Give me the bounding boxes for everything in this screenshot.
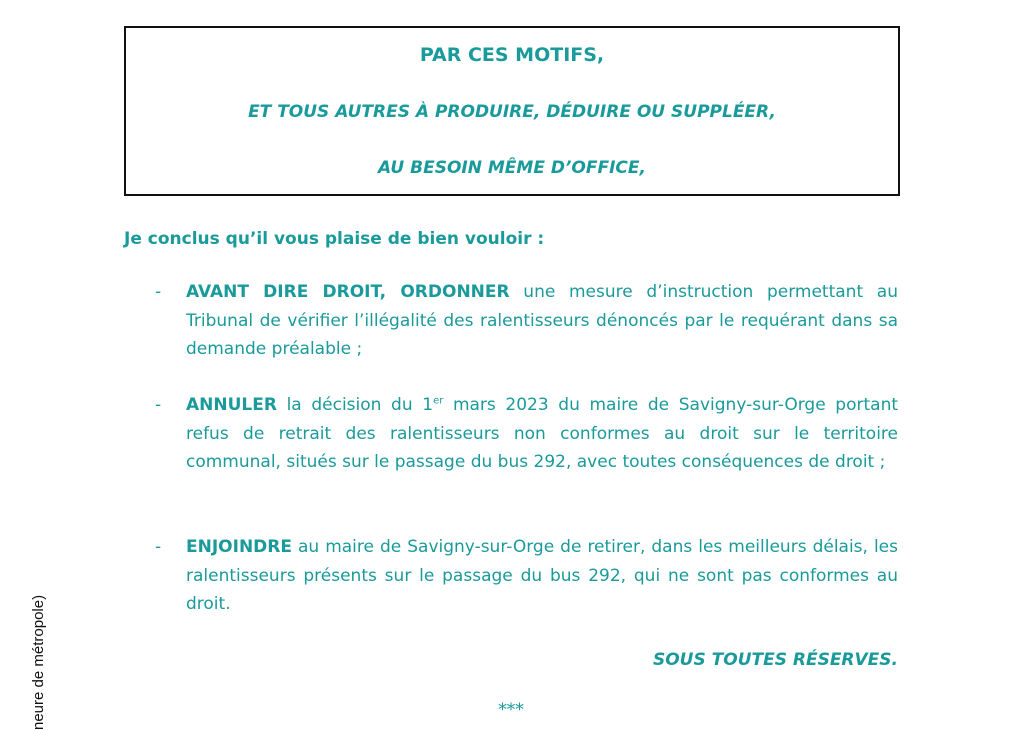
item-keyword: ANNULER	[186, 395, 277, 415]
item-keyword: ENJOINDRE	[186, 537, 292, 557]
list-item	[155, 278, 898, 364]
motifs-line-2: ET TOUS AUTRES À PRODUIRE, DÉDUIRE OU SUPPLÉER,	[248, 102, 776, 122]
side-margin-note: neure de métropole)	[30, 594, 47, 730]
closing-reserves: SOUS TOUTES RÉSERVES.	[652, 650, 898, 670]
list-item	[155, 391, 898, 477]
item-text-cont: mars 2023 du maire de Savigny-sur-Orge portant refus de retrait des ralentisseurs non conformes au droit sur le territoire communal, situés sur le passage du bus 292, avec toutes conséquences de droit ;	[186, 395, 899, 472]
motifs-box	[124, 26, 900, 196]
item-text: au maire de Savigny-sur-Orge de retirer, dans les meilleurs délais, les ralentisseurs présents sur le passage du bus 292, qui ne sont pas conformes au droit.	[186, 537, 898, 614]
superscript: er	[433, 395, 444, 407]
dash-bullet: -	[155, 537, 162, 557]
motifs-title: PAR CES MOTIFS,	[419, 44, 605, 66]
conclusions-intro: Je conclus qu’il vous plaise de bien vouloir :	[124, 229, 545, 249]
item-text: la décision du 1	[276, 395, 434, 415]
item-text: une mesure d’instruction permettant au Tribunal de vérifier l’illégalité des ralentisseurs dénoncés par le requérant dans sa demande préalable ;	[186, 282, 898, 359]
dash-bullet: -	[155, 282, 162, 302]
list-item	[155, 533, 898, 619]
motifs-line-3: AU BESOIN MÊME D’OFFICE,	[378, 158, 646, 178]
separator-stars: ***	[498, 700, 524, 720]
dash-bullet: -	[155, 395, 162, 415]
item-keyword: AVANT DIRE DROIT, ORDONNER	[186, 282, 510, 302]
